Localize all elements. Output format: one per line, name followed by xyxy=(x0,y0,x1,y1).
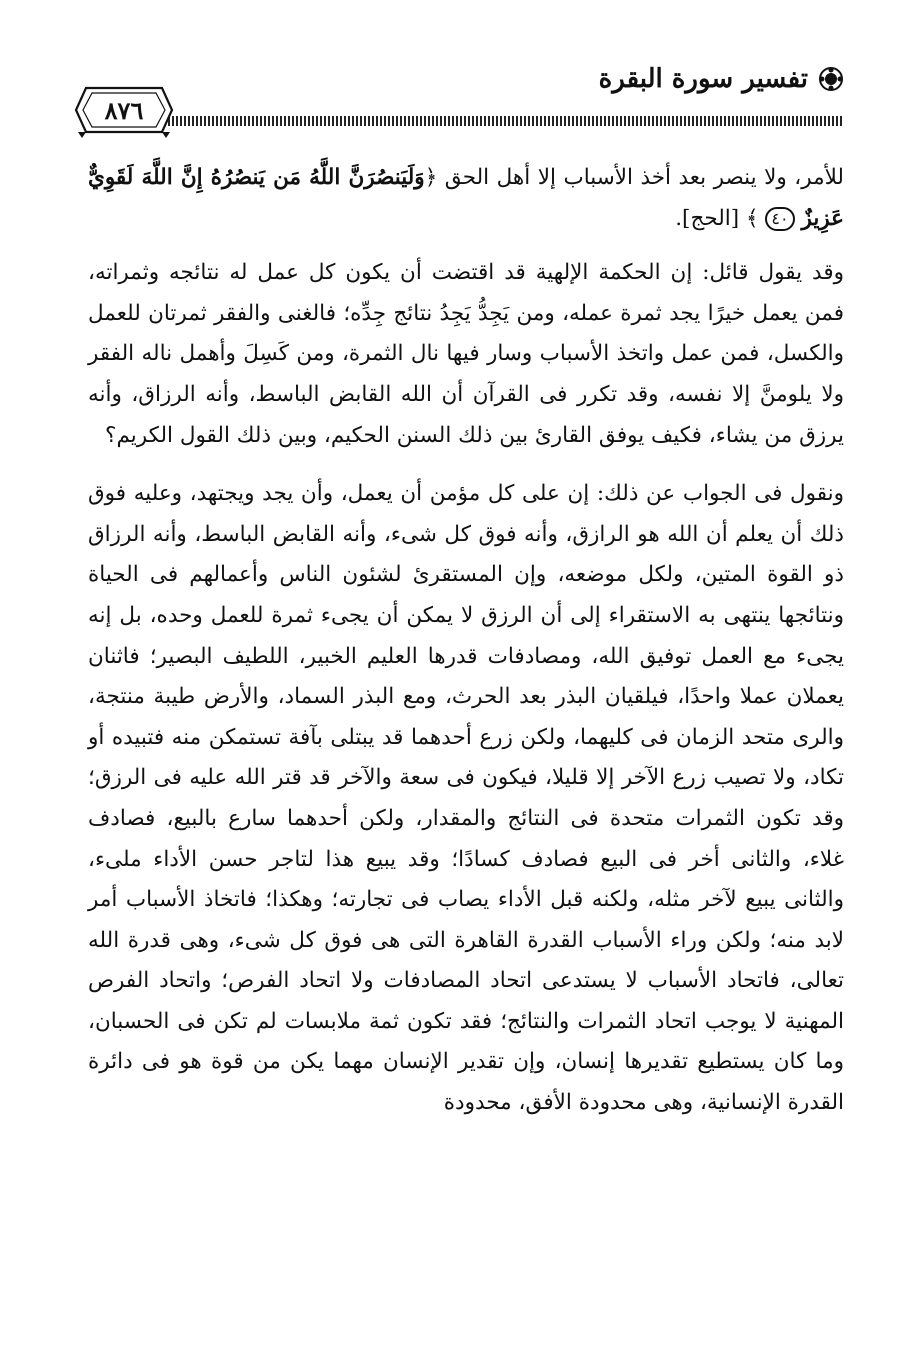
surah-title: تفسير سورة البقرة xyxy=(598,64,808,94)
flower-ornament-icon xyxy=(818,66,844,92)
verse-citation: [الحج]. xyxy=(675,205,740,231)
verse-open-bracket: ﴿ xyxy=(424,165,438,190)
paragraph-2: وقد يقول قائل: إن الحكمة الإلهية قد اقتضت أن يكون كل عمل له نتائجه وثمراته، فمن يعمل خيرًا يجد ثمرة عمله، ومن يَجِدُّ يَجِدُ نتائج جِدِّه؛ فالغنى والفقر ثمرتان للعمل والكسل، فمن عمل واتخذ الأسباب وسار فيها نال الثمرة، ومن كَسِلَ وأهمل ناله الفقر ولا يلومنَّ إلا نفسه، وقد تكرر فى القرآن أن الله القابض الباسط، وأنه الرزاق، وأنه يرزق من يشاء، فكيف يوفق القارئ بين ذلك السنن الحكيم، وبين ذلك القول الكريم؟ xyxy=(88,260,844,448)
running-title xyxy=(599,64,844,94)
quran-verse: وَلَيَنصُرَنَّ اللَّهُ مَن يَنصُرُهُ إِنَّ اللَّهَ لَقَوِيٌّ عَزِيزٌ xyxy=(88,165,844,231)
verse-number-marker: ٤٠ xyxy=(765,207,794,231)
page-number: ٨٧٦ xyxy=(104,95,144,125)
paragraph-3: ونقول فى الجواب عن ذلك: إن على كل مؤمن أن يعمل، وأن يجد ويجتهد، وعليه فوق ذلك أن يعلم أن الله هو الرازق، وأنه فوق كل شىء، وأنه القابض الباسط، وأنه الرزاق ذو القوة المتين، ولكل موضعه، وإن المستقرئ لشئون الناس وأعمالهم فى الحياة ونتائجها ينتهى به الاستقراء إلى أن الرزق لا يمكن أن يجىء ثمرة للعمل وحده، بل إنه يجىء مع العمل توفيق الله، ومصادفات قدرها العليم الخبير، اللطيف البصير؛ فاثنان يعملان عملا واحدًا، فيلقيان البذر بعد الحرث، ومع البذر السماد، والأرض طيبة منتجة، والرى متحد الزمان فى كليهما، ولكن زرع أحدهما قد يبتلى بآفة تستمكن منه فتبيده أو تكاد، ولا تصيب زرع الآخر إلا قليلا، فيكون فى سعة والآخر قد قتر الله عليه فى الرزق؛ وقد تكون الثمرات متحدة فى النتائج والمقدار، ولكن أحدهما سارع بالبيع، فصادف غلاء، والثانى أخر فى البيع فصادف كسادًا؛ وقد يبيع هذا لتاجر حسن الأداء ملىء، والثانى يبيع لآخر مثله، ولكنه قبل الأداء يصاب فى تجارته؛ وهكذا؛ فاتخاذ الأسباب أمر لابد منه؛ ولكن وراء الأسباب القدرة القاهرة التى هى فوق كل شىء، وهى قدرة الله تعالى، فاتحاد الأسباب لا يستدعى اتحاد المصادفات ولا اتحاد الفرص؛ واتحاد الفرص المهنية لا يوجب اتحاد الثمرات والنتائج؛ فقد تكون ثمة ملابسات لم تكن فى الحسبان، وما كان يستطيع تقديرها إنسان، وإن تقدير الإنسان مهما يكن من قوة هو فى دائرة القدرة الإنسانية، وهى محدودة الأفق، محدودة xyxy=(88,481,844,1116)
paragraph-1 xyxy=(88,158,844,239)
page-number-frame xyxy=(72,82,176,138)
paragraph-1-intro: للأمر، ولا ينصر بعد أخذ الأسباب إلا أهل الحق xyxy=(444,165,844,190)
page-body xyxy=(88,158,844,1124)
verse-close-bracket: ﴾ xyxy=(745,205,759,231)
hatched-rule xyxy=(88,116,844,126)
header-rule xyxy=(88,110,844,132)
page-header xyxy=(88,58,844,138)
